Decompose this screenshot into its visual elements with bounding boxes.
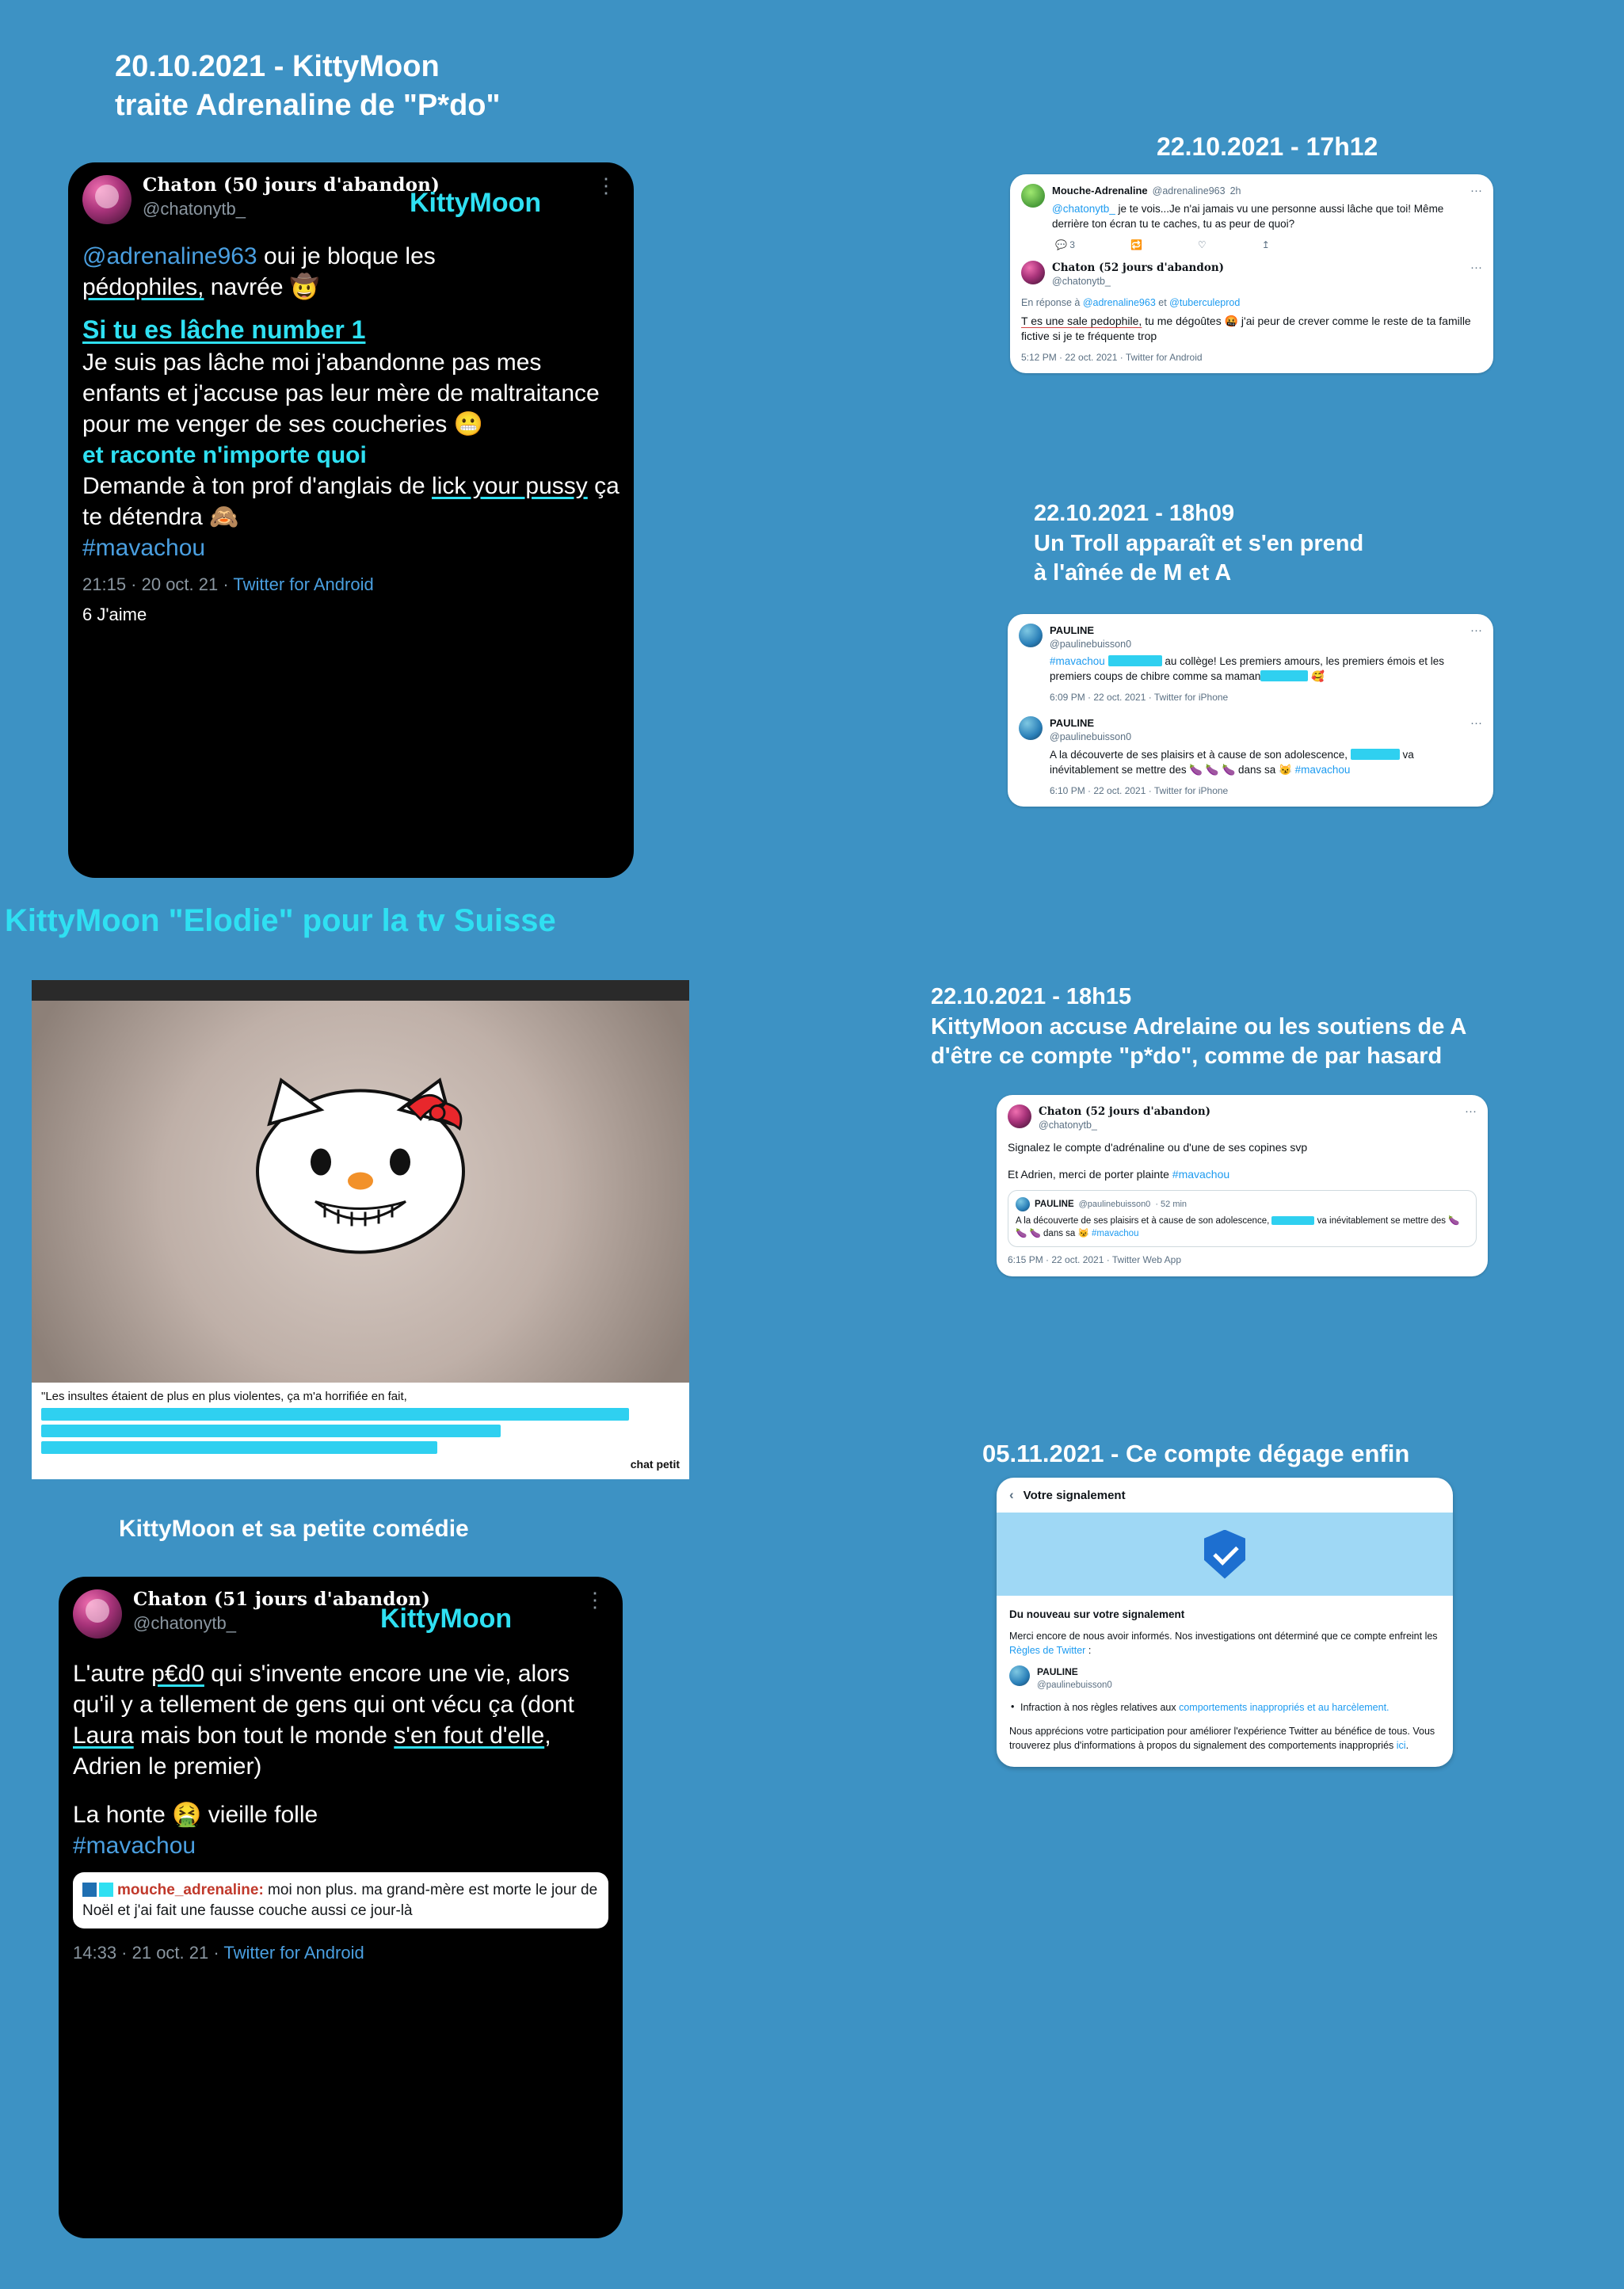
kittymoon-label: KittyMoon (380, 1604, 513, 1634)
tweet-text-mid: va inévitablement se mettre des 🍆 🍆 🍆 dans sa 😼 (1050, 748, 1414, 776)
author-name: Chaton (52 jours d'abandon) (1052, 261, 1225, 274)
card-1809[interactable] (1008, 614, 1493, 807)
tweet-text (1050, 654, 1482, 685)
avatar (1019, 624, 1043, 647)
signalement-banner (997, 1513, 1453, 1596)
p2-b: . (1405, 1740, 1409, 1752)
tweet2-client[interactable]: Twitter for Android (223, 1943, 364, 1963)
author-name: PAULINE (1050, 717, 1095, 730)
heading-comedie: KittyMoon et sa petite comédie (119, 1516, 469, 1542)
tweet2-text-1: L'autre (73, 1661, 152, 1687)
tweet-text-end: 🥰 (1308, 670, 1325, 683)
more-options-icon[interactable]: ··· (1465, 1104, 1477, 1118)
quote-username: mouche_adrenaline: (117, 1882, 264, 1898)
hashtag-mavachou[interactable]: #mavachou (1050, 655, 1105, 668)
caption-redacted-1 (41, 1408, 629, 1421)
tweet-text-7: Demande à ton prof d'anglais de (82, 472, 433, 499)
bullet-a: Infraction à nos règles relatives aux (1020, 1701, 1180, 1713)
p1-b: : (1085, 1644, 1092, 1656)
tweet2-text-2: p€d0 (151, 1661, 204, 1687)
tweet-text-body: je te vois...Je n'ai jamais vu une personne aussi lâche que toi! Même derrière ton écran tu te caches, tu as peur de quoi? (1052, 202, 1444, 230)
card-1815[interactable] (997, 1095, 1488, 1276)
author-name: Chaton (50 jours d'abandon) (143, 174, 440, 196)
signalement-header (997, 1478, 1453, 1513)
tweet-meta: 6:09 PM · 22 oct. 2021 · Twitter for iPhone (1050, 692, 1229, 704)
like-action[interactable]: ♡ (1197, 238, 1207, 250)
author-handle: @paulinebuisson0 (1050, 731, 1132, 742)
tweet-text (1050, 748, 1482, 778)
heading-1815 (931, 982, 1466, 1072)
back-chevron-icon[interactable]: ‹ (1009, 1487, 1014, 1502)
heading-left-top-line1: 20.10.2021 - KittyMoon (115, 50, 440, 83)
tweet-text (1052, 202, 1482, 232)
tweet-actions[interactable] (1052, 238, 1482, 251)
author-name: Chaton (51 jours d'abandon) (133, 1589, 431, 1610)
hashtag-mavachou[interactable]: #mavachou (1172, 1167, 1230, 1181)
card-1809-tweet-b[interactable] (1019, 716, 1482, 796)
bottom-tweet-rest: tu me dégoûtes 🤬 j'ai peur de crever comme le reste de ta famille fictive si je te fréquente trop (1021, 314, 1471, 343)
quote-author-name: PAULINE (1035, 1199, 1074, 1209)
signalement-paragraph-2 (1009, 1724, 1440, 1753)
tweet2-text-7: , Adrien le premier) (73, 1722, 551, 1780)
card-1712-top-tweet[interactable] (1021, 184, 1482, 251)
card-1712[interactable] (1010, 174, 1493, 373)
harcelement-link[interactable]: comportements inappropriés et au harcèlement. (1179, 1701, 1390, 1713)
caption-redacted-2 (41, 1425, 501, 1437)
line2-text: Et Adrien, merci de porter plainte (1008, 1167, 1172, 1181)
photo-watermark: chat petit (630, 1457, 680, 1471)
p2-a: Nous apprécions votre participation pour améliorer l'expérience Twitter au bénéfice de tous. Vous trouverez plus d'informations à propos du signalement des comportements inappropriés (1009, 1726, 1435, 1752)
tweet-text (82, 241, 619, 563)
author-handle: @adrenaline963 (1152, 185, 1226, 196)
bottom-tweet-meta: 5:12 PM · 22 oct. 2021 · Twitter for Android (1021, 352, 1203, 363)
tweet2-timestamp (73, 1943, 608, 1963)
signalement-heading: Du nouveau sur votre signalement (1009, 1608, 1185, 1620)
redacted-name-2 (1260, 670, 1308, 681)
photo-caption (32, 1383, 689, 1479)
card-1712-bottom-tweet[interactable] (1021, 261, 1482, 288)
regles-twitter-link[interactable]: Règles de Twitter (1009, 1644, 1086, 1656)
card-1815-line1: Signalez le compte d'adrénaline ou d'une de ses copines svp (1008, 1141, 1308, 1154)
avatar (1019, 716, 1043, 740)
signalement-account (1009, 1665, 1440, 1692)
heading-1809-line3: à l'aînée de M et A (1034, 560, 1232, 586)
tweet-text-2: pédophiles, (82, 274, 204, 300)
tweet-likes: 6 J'aime (82, 604, 147, 624)
reply-action[interactable]: 💬 3 (1055, 238, 1075, 250)
reply-prefix: En réponse à (1021, 296, 1083, 308)
more-options-icon[interactable]: ··· (1470, 260, 1482, 274)
reply-and: et (1155, 296, 1170, 308)
kittymoon-label: KittyMoon (410, 188, 542, 218)
tweet-text-start: A la découverte de ses plaisirs et à cause de son adolescence, (1050, 748, 1351, 761)
signalement-paragraph-1 (1009, 1629, 1440, 1658)
tweet-age: 2h (1229, 185, 1241, 196)
tweet-card-kittymoon-2[interactable] (59, 1577, 623, 2238)
hashtag-mavachou[interactable]: #mavachou (73, 1833, 196, 1859)
quote-flag-icon (99, 1883, 113, 1897)
card-signalement[interactable] (997, 1478, 1453, 1767)
heading-1815-line1: 22.10.2021 - 18h15 (931, 984, 1132, 1009)
hashtag-mavachou[interactable]: #mavachou (82, 534, 206, 561)
tweet-text-6: et raconte n'importe quoi (82, 441, 367, 468)
caption-redacted-3 (41, 1441, 437, 1454)
redacted-name (1351, 749, 1400, 760)
tweet-meta: 6:10 PM · 22 oct. 2021 · Twitter for iPhone (1050, 784, 1229, 796)
heading-elodie: KittyMoon "Elodie" pour la tv Suisse (5, 903, 556, 938)
more-options-icon[interactable]: ··· (1470, 184, 1482, 197)
more-options-icon[interactable]: ⋮ (596, 174, 616, 197)
signalement-title: Votre signalement (1023, 1488, 1126, 1502)
card-1809-tweet-a[interactable] (1019, 624, 1482, 704)
quoted-comment (73, 1872, 608, 1928)
avatar (1021, 261, 1045, 284)
heading-signalement: 05.11.2021 - Ce compte dégage enfin (982, 1440, 1410, 1467)
redacted-name (1108, 655, 1162, 666)
share-action[interactable]: ↥ (1261, 238, 1270, 250)
ici-link[interactable]: ici (1396, 1740, 1406, 1752)
tweet2-text-6: s'en fout d'elle (394, 1722, 545, 1749)
p1-a: Merci encore de nous avoir informés. Nos investigations ont déterminé que ce compte enfreint les (1009, 1630, 1438, 1642)
mention-chatonytb[interactable]: @chatonytb_ (1052, 202, 1115, 215)
tweet-timestamp (82, 574, 619, 595)
tweet-text-3: navrée 🤠 (204, 274, 320, 300)
tweet2-text-8: La honte 🤮 vieille folle (73, 1802, 318, 1828)
tweet-text-body: au collège! Les premiers amours, les premiers émois et les premiers coups de chibre comme sa maman (1050, 655, 1444, 683)
more-options-icon[interactable]: ⋮ (585, 1588, 605, 1612)
account-handle: @paulinebuisson0 (1037, 1681, 1112, 1691)
author-handle: @paulinebuisson0 (1050, 638, 1132, 650)
avatar (1021, 184, 1045, 208)
tweet-text-9: ça te détendra 🙈 (82, 472, 619, 530)
card-1815-header (1008, 1104, 1477, 1132)
tweet2-text-3: qui s'invente encore une vie, alors qu'il y a tellement de gens qui ont vécu ça (dont (73, 1661, 574, 1718)
hashtag-mavachou[interactable]: #mavachou (1294, 763, 1351, 776)
quote-author-handle: @paulinebuisson0 (1078, 1199, 1151, 1209)
tweet-text-1: oui je bloque les (257, 243, 436, 269)
more-options-icon[interactable]: ··· (1470, 624, 1482, 637)
heading-1712: 22.10.2021 - 17h12 (1157, 132, 1378, 161)
quote-text-mid: va inévitablement se mettre des 🍆 🍆 🍆 dans sa 😼 (1016, 1216, 1460, 1239)
tweet-text-8: lick your pussy (432, 472, 588, 499)
tweet-card-kittymoon-1[interactable] (68, 162, 634, 878)
tweet2-header (73, 1589, 608, 1639)
shield-check-icon (1204, 1530, 1245, 1579)
heading-1809-line2: Un Troll apparaît et s'en prend (1034, 530, 1364, 556)
reply-mention-a[interactable]: @adrenaline963 (1082, 296, 1156, 308)
signalement-bullet (1009, 1700, 1440, 1715)
hello-kitty-overlay-icon (238, 1069, 483, 1271)
quote-text: moi non plus. ma grand-mère est morte le jour de Noël et j'ai fait une fausse couche aussi ce jour-là (82, 1882, 598, 1919)
more-options-icon[interactable]: ··· (1470, 716, 1482, 731)
heading-1809 (1034, 499, 1363, 589)
card-1815-line2 (1008, 1167, 1477, 1183)
caption-line1: "Les insultes étaient de plus en plus violentes, ça m'a horrifiée en fait, (41, 1390, 407, 1404)
author-name: Chaton (52 jours d'abandon) (1039, 1105, 1211, 1118)
tweet2-text (73, 1658, 608, 1861)
author-handle: @chatonytb_ (133, 1613, 236, 1634)
quote-avatar-icon (82, 1883, 97, 1897)
heading-left-top-line2: traite Adrenaline de "P*do" (115, 89, 501, 123)
tweet2-text-5: mais bon tout le monde (133, 1722, 395, 1749)
tweet2-text-4: Laura (73, 1722, 134, 1749)
quote-hashtag[interactable]: #mavachou (1092, 1229, 1139, 1239)
redacted-name (1271, 1216, 1314, 1225)
author-handle: @chatonytb_ (143, 199, 246, 219)
tweet-time: 21:15 · 20 oct. 21 · (82, 574, 234, 594)
heading-1815-line3: d'être ce compte "p*do", comme de par hasard (931, 1043, 1443, 1070)
photo-top-band (32, 980, 689, 1001)
quote-text-start: A la découverte de ses plaisirs et à cause de son adolescence, (1016, 1216, 1272, 1227)
bottom-tweet-highlight: T es une sale pedophile, (1021, 314, 1142, 327)
author-handle: @chatonytb_ (1052, 276, 1111, 288)
heading-left-top (115, 48, 501, 126)
tweet-client[interactable]: Twitter for Android (233, 574, 374, 594)
account-name: PAULINE (1037, 1665, 1078, 1677)
avatar (1009, 1665, 1030, 1686)
heading-1809-line1: 22.10.2021 - 18h09 (1034, 501, 1235, 526)
avatar (1008, 1104, 1031, 1128)
retweet-action[interactable]: 🔁 (1130, 238, 1142, 250)
photo-kittymoon-tv (32, 980, 689, 1479)
avatar (82, 175, 132, 224)
signalement-body (997, 1596, 1453, 1767)
reply-mention-b[interactable]: @tuberculeprod (1169, 296, 1241, 308)
bottom-tweet-text (1021, 314, 1482, 345)
author-handle: @chatonytb_ (1039, 1120, 1097, 1131)
heading-1815-line2: KittyMoon accuse Adrelaine ou les soutiens de A (931, 1013, 1467, 1040)
tweet-text-5: Je suis pas lâche moi j'abandonne pas mes enfants et j'accuse pas leur mère de maltraitance pour me venger de ses coucheries 😬 (82, 349, 600, 437)
mention-adrenaline963[interactable]: @adrenaline963 (82, 243, 257, 269)
author-name: Mouche-Adrenaline (1052, 185, 1148, 196)
quote-time: · 52 min (1155, 1199, 1188, 1209)
reply-context (1021, 296, 1482, 310)
card-1815-meta: 6:15 PM · 22 oct. 2021 · Twitter Web App (1008, 1254, 1182, 1266)
quoted-tweet[interactable] (1008, 1190, 1477, 1247)
tweet-text-4: Si tu es lâche number 1 (82, 315, 366, 344)
avatar (1016, 1197, 1030, 1211)
avatar (73, 1589, 122, 1639)
tweet2-time: 14:33 · 21 oct. 21 · (73, 1943, 224, 1963)
author-name: PAULINE (1050, 624, 1095, 636)
